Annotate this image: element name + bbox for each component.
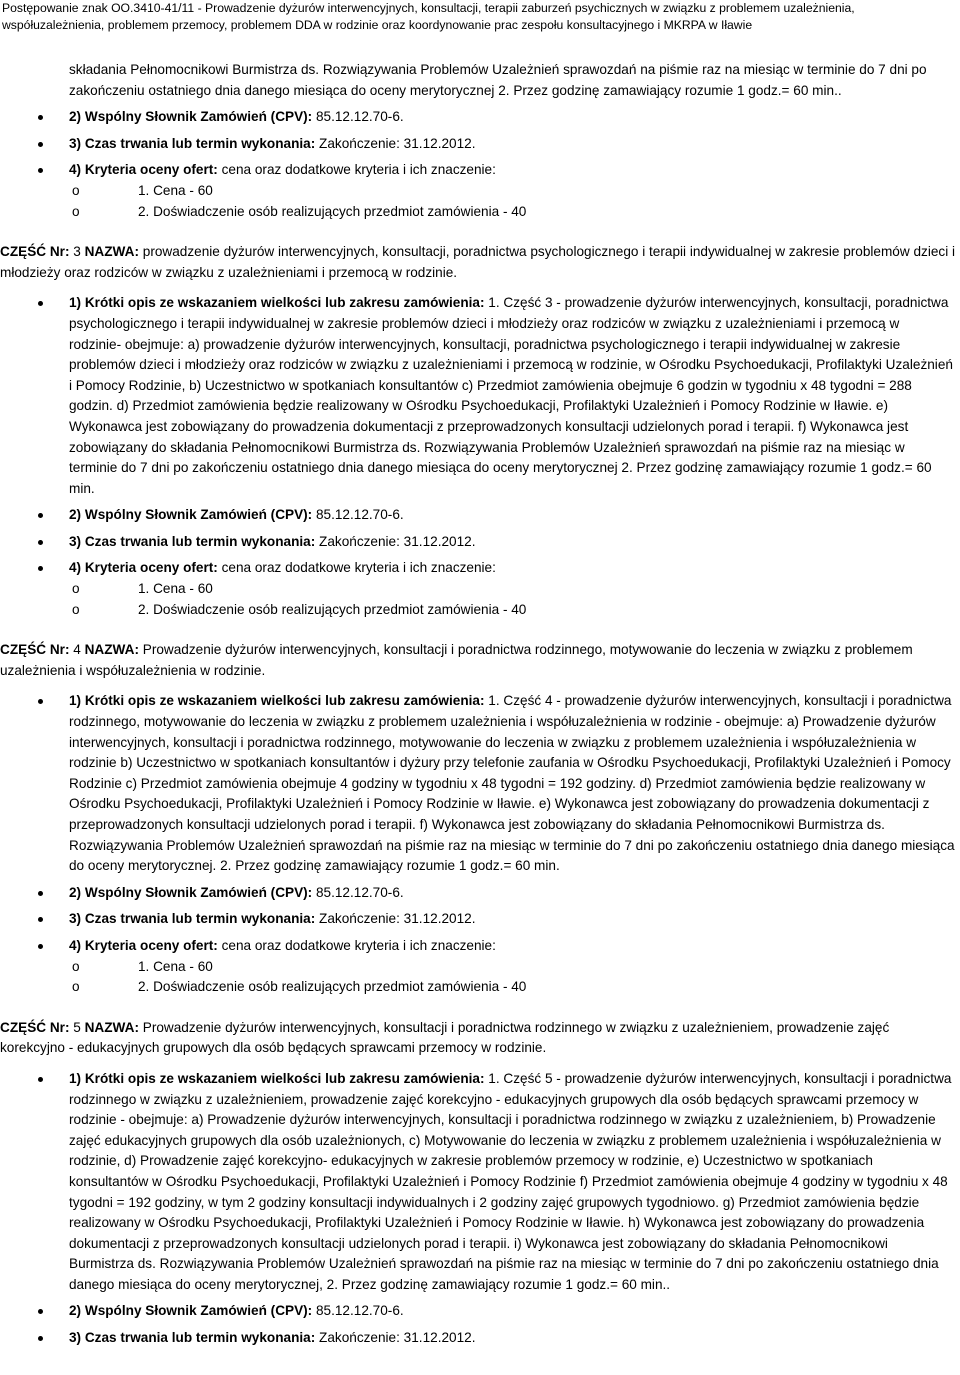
sub-bullet: o [72, 958, 80, 974]
part-5 [0, 1018, 955, 1349]
continuation-paragraph: składania Pełnomocnikowi Burmistrza ds. Rozwiązywania Problemów Uzależnień sprawozdań na piśmie raz na miesiąc w terminie do 7 dni po zakończeniu ostatniego dnia danego miesiąca do oceny merytorycznej 2. Przez godzinę zamawiający rozumie 1 godz.= 60 min.. [69, 62, 927, 98]
part-4-criteria: 4) Kryteria oceny ofert: cena oraz dodatkowe kryteria i ich znaczenie: o 1. Cena - 60 o 2. Doświadczenie osób realizujących przedmiot zamówienia - 40 [29, 936, 955, 998]
part-4-cpv: 2) Wspólny Słownik Zamówień (CPV): 85.12.12.70-6. [29, 883, 955, 904]
part-4-criteria-sublist [69, 957, 955, 998]
part-3-items [29, 293, 955, 620]
part-3-title: CZĘŚĆ Nr: 3 NAZWA: prowadzenie dyżurów interwencyjnych, konsultacji, poradnictwa psychologicznego i terapii indywidualnej w zakresie problemów dzieci i młodzieży oraz rodziców w związku z uzależnieniami i przemocą w rodzinie. [0, 244, 956, 280]
part-3-duration: 3) Czas trwania lub termin wykonania: Zakończenie: 31.12.2012. [29, 532, 955, 553]
part-3-criteria-sublist [69, 579, 955, 620]
criteria-price: o 1. Cena - 60 [69, 957, 955, 978]
criteria-item [29, 160, 955, 222]
sub-bullet: o [72, 182, 80, 198]
cpv-item [29, 107, 955, 128]
part-5-cpv: 2) Wspólny Słownik Zamówień (CPV): 85.12.12.70-6. [29, 1301, 955, 1322]
part-5-items [29, 1069, 955, 1349]
part-4-duration: 3) Czas trwania lub termin wykonania: Zakończenie: 31.12.2012. [29, 909, 955, 930]
criteria-value: cena oraz dodatkowe kryteria i ich znaczenie: [217, 162, 496, 178]
criteria-experience: o 2. Doświadczenie osób realizujących przedmiot zamówienia - 40 [69, 977, 955, 998]
part-4-title: CZĘŚĆ Nr: 4 NAZWA: Prowadzenie dyżurów interwencyjnych, konsultacji i poradnictwa rodzinnego, motywowanie do leczenia w związku z problemem uzależnienia i współuzależnienia w rodzinie. [0, 642, 913, 678]
part-5-title: CZĘŚĆ Nr: 5 NAZWA: Prowadzenie dyżurów interwencyjnych, konsultacji i poradnictwa rodzinnego w związku z uzależnieniem, prowadzenie zajęć korekcyjno - edukacyjnych grupowych dla osób będących sprawcami przemocy w rodzinie. [0, 1019, 890, 1056]
sub-bullet: o [72, 979, 80, 995]
header-line-1: Postępowanie znak OO.3410-41/11 - Prowadzenie dyżurów interwencyjnych, konsultacji, terapii zaburzeń psychicznych w związku z problemem uzależnienia, [2, 1, 855, 15]
criteria-experience: o 2. Doświadczenie osób realizujących przedmiot zamówienia - 40 [69, 202, 955, 223]
part-3-cpv: 2) Wspólny Słownik Zamówień (CPV): 85.12.12.70-6. [29, 505, 955, 526]
sub-bullet: o [72, 581, 80, 597]
criteria-experience: o 2. Doświadczenie osób realizujących przedmiot zamówienia - 40 [69, 600, 955, 621]
criteria-sublist [69, 181, 955, 222]
part-5-duration: 3) Czas trwania lub termin wykonania: Zakończenie: 31.12.2012. [29, 1328, 955, 1349]
document-body [0, 60, 956, 1355]
part-3-description: 1) Krótki opis ze wskazaniem wielkości lub zakresu zamówienia: 1. Część 3 - prowadzenie dyżurów interwencyjnych, konsultacji, poradnictwa psychologicznego i terapii indywidualnej w zakresie problemów dzieci i młodzieży oraz rodziców w związku z uzależnieniami i przemocą w rodzinie- obejmuje: a) prowadzenie dyżurów interwencyjnych, konsultacji, poradnictwa psychologicznego i terapii indywidualnej w zakresie problemów dzieci i młodzieży oraz rodziców w związku z uzależnieniami i przemocą w rodzinie, w Ośrodku Psychoedukacji, Profilaktyki Uzależnień i Pomocy Rodzinie, b) Uczestnictwo w spotkaniach konsultantów c) Przedmiot zamówienia obejmuje 6 godzin w tygodniu x 48 tygodni = 288 godzin. d) Przedmiot zamówienia będzie realizowany w Ośrodku Psychoedukacji, Profilaktyki Uzależnień i Pomocy Rodzinie w Iławie. e) Wykonawca jest zobowiązany do prowadzenia dokumentacji z przeprowadzonych konsultacji udzielonych porad i terapii. f) Wykonawca jest zobowiązany do składania Pełnomocnikowi Burmistrza ds. Rozwiązywania Problemów Uzależnień sprawozdań na piśmie raz na miesiąc w terminie do 7 dni po zakończeniu ostatniego dnia danego miesiąca do oceny merytorycznej 2. Przez godzinę zamawiający rozumie 1 godz.= 60 min. [29, 293, 955, 499]
part-4-items [29, 691, 955, 997]
page-header [0, 0, 960, 33]
criteria-price: o 1. Cena - 60 [69, 181, 955, 202]
cpv-label: 2) Wspólny Słownik Zamówień (CPV): [69, 109, 313, 125]
duration-value: Zakończenie: 31.12.2012. [315, 135, 476, 151]
sub-bullet: o [72, 203, 80, 219]
header-line-2: współuzależnienia, problemem przemocy, problemem DDA w rodzinie oraz koordynowanie prac zespołu konsultacyjnego i MKRPA w Iławie [2, 17, 753, 32]
intro-item-list [29, 107, 955, 222]
part-4-description: 1) Krótki opis ze wskazaniem wielkości lub zakresu zamówienia: 1. Część 4 - prowadzenie dyżurów interwencyjnych, konsultacji i poradnictwa rodzinnego, motywowanie do leczenia w związku z problemem uzależnienia i współuzależnienia w rodzinie - obejmuje: a) Prowadzenie dyżurów interwencyjnych, konsultacji i poradnictwa rodzinnego, motywowanie do leczenia w związku z problemem uzależnienia i współuzależnienia w rodzinie b) Uczestnictwo w spotkaniach konsultantów i dyżury przy telefonie zaufania w Ośrodku Psychoedukacji, Profilaktyki Uzależnień i Pomocy Rodzinie c) Przedmiot zamówienia obejmuje 4 godziny w tygodniu x 48 tygodni = 192 godziny. d) Przedmiot zamówienia będzie realizowany w Ośrodku Psychoedukacji, Profilaktyki Uzależnień i Pomocy Rodzinie w Iławie. e) Wykonawca jest zobowiązany do prowadzenia dokumentacji z przeprowadzonych konsultacji udzielonych porad i terapii. f) Wykonawca jest zobowiązany do składania Pełnomocnikowi Burmistrza ds. Rozwiązywania Problemów Uzależnień sprawozdań na piśmie raz na miesiąc w terminie do 7 dni po zakończeniu ostatniego dnia danego miesiąca do oceny merytorycznej. 2. Przez godzinę zamawiający rozumie 1 godz.= 60 min. [29, 691, 955, 876]
part-4 [0, 640, 955, 998]
cpv-value: 85.12.12.70-6. [312, 109, 404, 125]
duration-item [29, 134, 955, 155]
criteria-label: 4) Kryteria oceny ofert: [69, 162, 218, 178]
criteria-price: o 1. Cena - 60 [69, 579, 955, 600]
sub-bullet: o [72, 601, 80, 617]
part-3-criteria: 4) Kryteria oceny ofert: cena oraz dodatkowe kryteria i ich znaczenie: o 1. Cena - 60 o 2. Doświadczenie osób realizujących przedmiot zamówienia - 40 [29, 558, 955, 620]
duration-label: 3) Czas trwania lub termin wykonania: [69, 135, 316, 151]
part-5-description: 1) Krótki opis ze wskazaniem wielkości lub zakresu zamówienia: 1. Część 5 - prowadzenie dyżurów interwencyjnych, konsultacji i poradnictwa rodzinnego w związku z uzależnieniem, prowadzenie zajęć korekcyjno - edukacyjnych grupowych dla osób będących sprawcami przemocy w rodzinie - obejmuje: a) Prowadzenie dyżurów interwencyjnych, konsultacji i poradnictwa rodzinnego w związku z uzależnieniem, b) Prowadzenie zajęć edukacyjnych grupowych dla osób uzależnionych, c) Motywowanie do leczenia w związku z problemem uzależnienia i współuzależnienia w rodzinie, d) Prowadzenie zajęć korekcyjno- edukacyjnych w zakresie problemów przemocy w rodzinie, e) Uczestnictwo w spotkaniach konsultantów w Ośrodku Psychoedukacji, Profilaktyki Uzależnień i Pomocy Rodzinie f) Przedmiot zamówienia obejmuje 4 godziny w tygodniu x 48 tygodni = 192 godziny, w tym 2 godziny konsultacji indywidualnych i 2 godziny zajęć grupowych tygodniowo. g) Przedmiot zamówienia będzie realizowany w Ośrodku Psychoedukacji, Profilaktyki Uzależnień i Pomocy Rodzinie w Iławie. h) Wykonawca jest zobowiązany do prowadzenia dokumentacji z przeprowadzonych konsultacji udzielonych porad i terapii. i) Wykonawca jest zobowiązany do składania Pełnomocnikowi Burmistrza ds. Rozwiązywania Problemów Uzależnień sprawozdań na piśmie raz na miesiąc w terminie do 7 dni po zakończeniu ostatniego dnia danego miesiąca do oceny merytorycznej, 2. Przez godzinę zamawiający rozumie 1 godz.= 60 min.. [29, 1069, 955, 1296]
part-3 [0, 242, 956, 620]
